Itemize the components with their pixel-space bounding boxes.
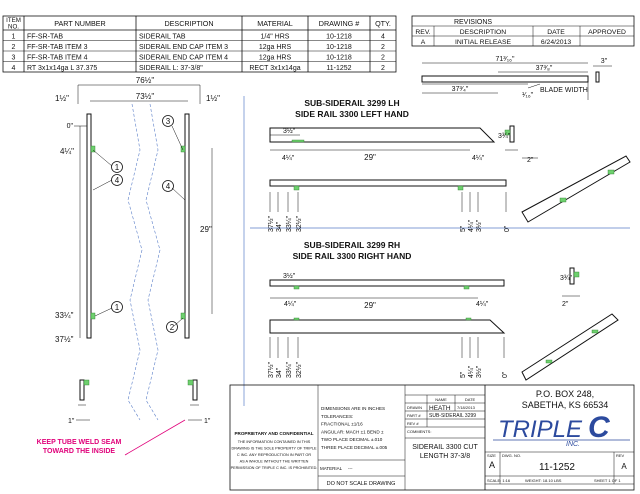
balloon-4-right (163, 181, 174, 192)
rev-row-rev: A (420, 39, 426, 46)
comments-label: COMMENTS: (407, 429, 432, 434)
dim-rh-3h: 3½" (283, 273, 296, 280)
bom-cell-r2-c2: SIDERAIL END CAP ITEM 4 (139, 54, 229, 62)
name-header: NAME (435, 397, 447, 402)
material-value: --- (348, 466, 353, 471)
address-line-2: SABETHA, KS 66534 (521, 400, 609, 410)
dim-right-29: 29" (200, 225, 212, 234)
tolerance-notes (321, 406, 388, 450)
dim-bottom-1-left: 1" (68, 418, 75, 425)
revisions-table (412, 16, 634, 46)
bom-cell-r2-c1: FF-SR-TAB ITEM 4 (27, 54, 88, 62)
rev-header-date: DATE (547, 29, 565, 36)
svg-text:1: 1 (114, 163, 120, 172)
bom-cell-r0-c1: FF-SR-TAB (27, 33, 64, 41)
dim-side-right: 1½" (206, 94, 220, 103)
lh-ord-left-0: 37½" (268, 215, 275, 232)
dim-rh-4q-left: 4¼" (284, 301, 297, 308)
bom-cell-r2-c3: 12ga HRS (258, 54, 292, 62)
rh-ord-right-2: 3½" (476, 365, 483, 378)
dim-top-37-4: 37³⁄₄" (451, 86, 469, 93)
bom-cell-r3-c0: 4 (11, 65, 16, 72)
dim-lh-4q-right: 4¼" (472, 155, 485, 162)
dim-rh-2: 2" (562, 301, 569, 308)
bom-header-qty: QTY. (375, 19, 391, 28)
no-scale-note: DO NOT SCALE DRAWING (326, 481, 396, 487)
dim-lh-29: 29" (364, 153, 376, 162)
left-rail (87, 114, 91, 338)
balloon-2 (167, 322, 178, 333)
rev-label-tb: REV (616, 453, 625, 458)
dim-left-37h: 37½" (55, 335, 74, 344)
balloon-3 (163, 116, 174, 127)
dim-lh-3h: 3½" (283, 128, 296, 135)
date-header: DATE (464, 397, 476, 402)
dwg-number: 11-1252 (539, 462, 575, 473)
lh-ordinate-dims (267, 215, 511, 232)
dim-side-left: 1½" (55, 94, 69, 103)
dim-rh-29: 29" (364, 301, 376, 310)
lh-ord-right-0: 5" (460, 225, 467, 232)
blade-width-label: BLADE WIDTH (540, 87, 588, 94)
balloon-1-upper (112, 162, 123, 173)
dim-overall: 76½" (135, 76, 155, 85)
balloon-4-left (112, 175, 123, 186)
dim-rh-4q-right: 4¼" (476, 301, 489, 308)
dim-rh-3q: 3¾" (560, 275, 573, 282)
tolerance-line-1: TOLERANCES: (321, 413, 354, 419)
lh-ord-right-2: 3½" (476, 219, 483, 232)
side-elevation-view (37, 76, 220, 455)
rh-ord-left-2: 33¼" (286, 361, 293, 378)
bom-cell-r1-c5: 2 (381, 44, 385, 51)
svg-text:4: 4 (114, 176, 120, 185)
proprietary-line-2: C INC. ANY REPRODUCTION IN PART OR (236, 453, 312, 457)
scale-text: SCALE: 1:16 (487, 478, 511, 483)
rev-value-tb: A (621, 462, 627, 471)
rh-title-2: SIDE RAIL 3300 RIGHT HAND (292, 251, 412, 261)
bom-cell-r0-c0: 1 (11, 33, 16, 41)
bom-cell-r0-c5: 4 (381, 33, 385, 41)
bom-cell-r3-c2: SIDERAIL L: 37-3/8" (139, 65, 203, 72)
tolerance-line-4: TWO PLACE DECIMAL ±.010 (321, 437, 383, 443)
lh-ord-left-3: 32½" (296, 215, 303, 232)
bom-cell-r1-c3: 12ga HRS (258, 44, 292, 51)
bom-cell-r2-c5: 2 (381, 54, 385, 62)
bom-header-desc: DESCRIPTION (164, 19, 214, 28)
part-value: SUB-SIDERAIL 3299 (429, 413, 477, 419)
rh-ord-right-3: 0" (502, 371, 509, 378)
right-rail (185, 114, 189, 338)
dim-lh-2: 2" (527, 157, 534, 164)
dim-zero-left: 0" (66, 123, 73, 130)
dim-lh-3q: 3¾" (498, 133, 511, 140)
bom-cell-r1-c2: SIDERAIL END CAP ITEM 3 (139, 44, 229, 51)
dim-top-71: 71³⁄₁₆" (495, 56, 515, 63)
bom-cell-r0-c4: 10-1218 (326, 33, 352, 41)
drawn-label: DRAWN (407, 405, 422, 410)
bom-header-item-2: NO. (7, 23, 20, 31)
address-line-1: P.O. BOX 248, (535, 389, 595, 399)
tolerance-line-2: FRACTIONAL ±1/16 (321, 421, 363, 427)
rh-ord-left-1: 34" (276, 367, 283, 378)
sheet-text: SHEET 1 OF 1 (594, 478, 621, 483)
bom-cell-r1-c1: FF-SR-TAB ITEM 3 (27, 44, 88, 51)
balloon-1-lower (112, 302, 123, 313)
dim-left-33q: 33¼" (55, 311, 74, 320)
lh-ord-left-1: 34" (276, 221, 283, 232)
lh-view (267, 98, 630, 232)
rh-title-1: SUB-SIDERAIL 3299 RH (303, 240, 401, 250)
bom-cell-r1-c0: 2 (11, 44, 16, 51)
bom-cell-r1-c4: 10-1218 (326, 44, 352, 51)
tolerance-line-5: THREE PLACE DECIMAL ±.005 (321, 445, 388, 450)
tolerance-line-0: DIMENSIONS ARE IN INCHES (321, 406, 386, 411)
svg-text:4: 4 (165, 182, 171, 191)
bom-header-drawing: DRAWING # (318, 19, 360, 28)
proprietary-title: PROPRIETARY AND CONFIDENTIAL (234, 431, 314, 436)
dim-top-37-3: 37³⁄₈" (535, 65, 553, 72)
proprietary-line-1: DRAWING IS THE SOLE PROPERTY OF TRIPLE (231, 446, 317, 451)
desc-line-2: LENGTH 37-3/8 (419, 453, 471, 460)
rev-row-desc: INITIAL RELEASE (454, 39, 512, 46)
lh-ord-left-2: 33¼" (286, 215, 293, 232)
size-label: SIZE (487, 453, 496, 458)
weld-note-line-2: TOWARD THE INSIDE (42, 448, 116, 455)
material-label: MATERIAL (320, 466, 343, 471)
proprietary-line-4: PERMISSION OF TRIPLE C INC. IS PROHIBITED. (230, 466, 318, 470)
drawn-name: HEATH (429, 405, 451, 412)
revisions-title: REVISIONS (453, 19, 493, 26)
bom-cell-r2-c4: 10-1218 (326, 54, 352, 62)
rev-header-desc: DESCRIPTION (459, 29, 507, 36)
blade-top-view (422, 56, 612, 100)
bom-header-material: MATERIAL (257, 19, 293, 28)
dim-left-4q: 4¼" (60, 147, 74, 156)
dim-inner: 73½" (135, 92, 155, 101)
title-block (230, 385, 634, 490)
lh-title-1: SUB-SIDERAIL 3299 LH (304, 98, 400, 108)
rh-ord-right-1: 4¼" (468, 365, 475, 378)
rh-ord-left-3: 32½" (296, 361, 303, 378)
bom-cell-r3-c4: 11-1252 (326, 65, 352, 72)
company-logo-text: TRIPLE (498, 416, 583, 443)
dim-bottom-1-right: 1" (204, 418, 211, 425)
desc-line-1: SIDERAIL 3300 CUT (412, 444, 478, 451)
bom-cell-r2-c0: 3 (11, 54, 16, 62)
drawn-date: 7/18/2013 (457, 405, 475, 410)
rev-row-date: 6/24/2013 (540, 39, 572, 46)
weld-note-line-1: KEEP TUBE WELD SEAM (36, 439, 122, 446)
rh-ord-right-0: 5" (460, 371, 467, 378)
bom-header-part: PART NUMBER (54, 19, 106, 28)
proprietary-notes (231, 440, 318, 470)
rh-ordinate-dims (267, 361, 509, 378)
bom-cell-r0-c2: SIDERAIL TAB (139, 33, 186, 41)
svg-text:2: 2 (169, 323, 175, 332)
svg-text:3: 3 (165, 117, 171, 126)
bom-rows (12, 34, 386, 73)
tolerance-line-3: ANGULAR: MACH ±1 BEND ± (321, 429, 384, 435)
weight-text: WEIGHT: 18.10 LBS (525, 478, 562, 483)
bom-cell-r3-c5: 2 (381, 65, 385, 72)
size-value: A (489, 460, 496, 470)
proprietary-line-3: AS A WHOLE WITHOUT THE WRITTEN (239, 459, 309, 464)
dim-top-116: ¹⁄₁₆" (522, 92, 534, 99)
rev-header-approved: APPROVED (588, 29, 626, 36)
svg-text:1: 1 (114, 303, 120, 312)
bom-cell-r3-c1: RT 3x1x14ga L 37.375 (27, 65, 98, 72)
company-inc: INC. (566, 441, 580, 448)
rev-header-rev: REV. (415, 29, 431, 36)
proprietary-line-0: THE INFORMATION CONTAINED IN THIS (237, 440, 311, 444)
rh-view (267, 240, 618, 380)
company-logo-c: C (588, 411, 610, 444)
lh-title-2: SIDE RAIL 3300 LEFT HAND (295, 109, 409, 119)
bom-cell-r0-c3: 1/4" HRS (260, 33, 290, 41)
bill-of-materials (3, 16, 396, 72)
lh-ord-right-1: 4¼" (468, 219, 475, 232)
rev-label: REV # (407, 421, 419, 426)
bom-header-item-1: ITEM (6, 17, 21, 24)
dim-top-3: 3" (600, 58, 608, 65)
dwg-label: DWG. NO. (502, 453, 522, 458)
rh-ord-left-0: 37½" (268, 361, 275, 378)
lh-ord-right-3: 0" (504, 225, 511, 232)
bom-cell-r3-c3: RECT 3x1x14ga (249, 65, 301, 72)
dim-lh-4q-left: 4¼" (282, 155, 295, 162)
part-label: PART # (407, 413, 421, 418)
